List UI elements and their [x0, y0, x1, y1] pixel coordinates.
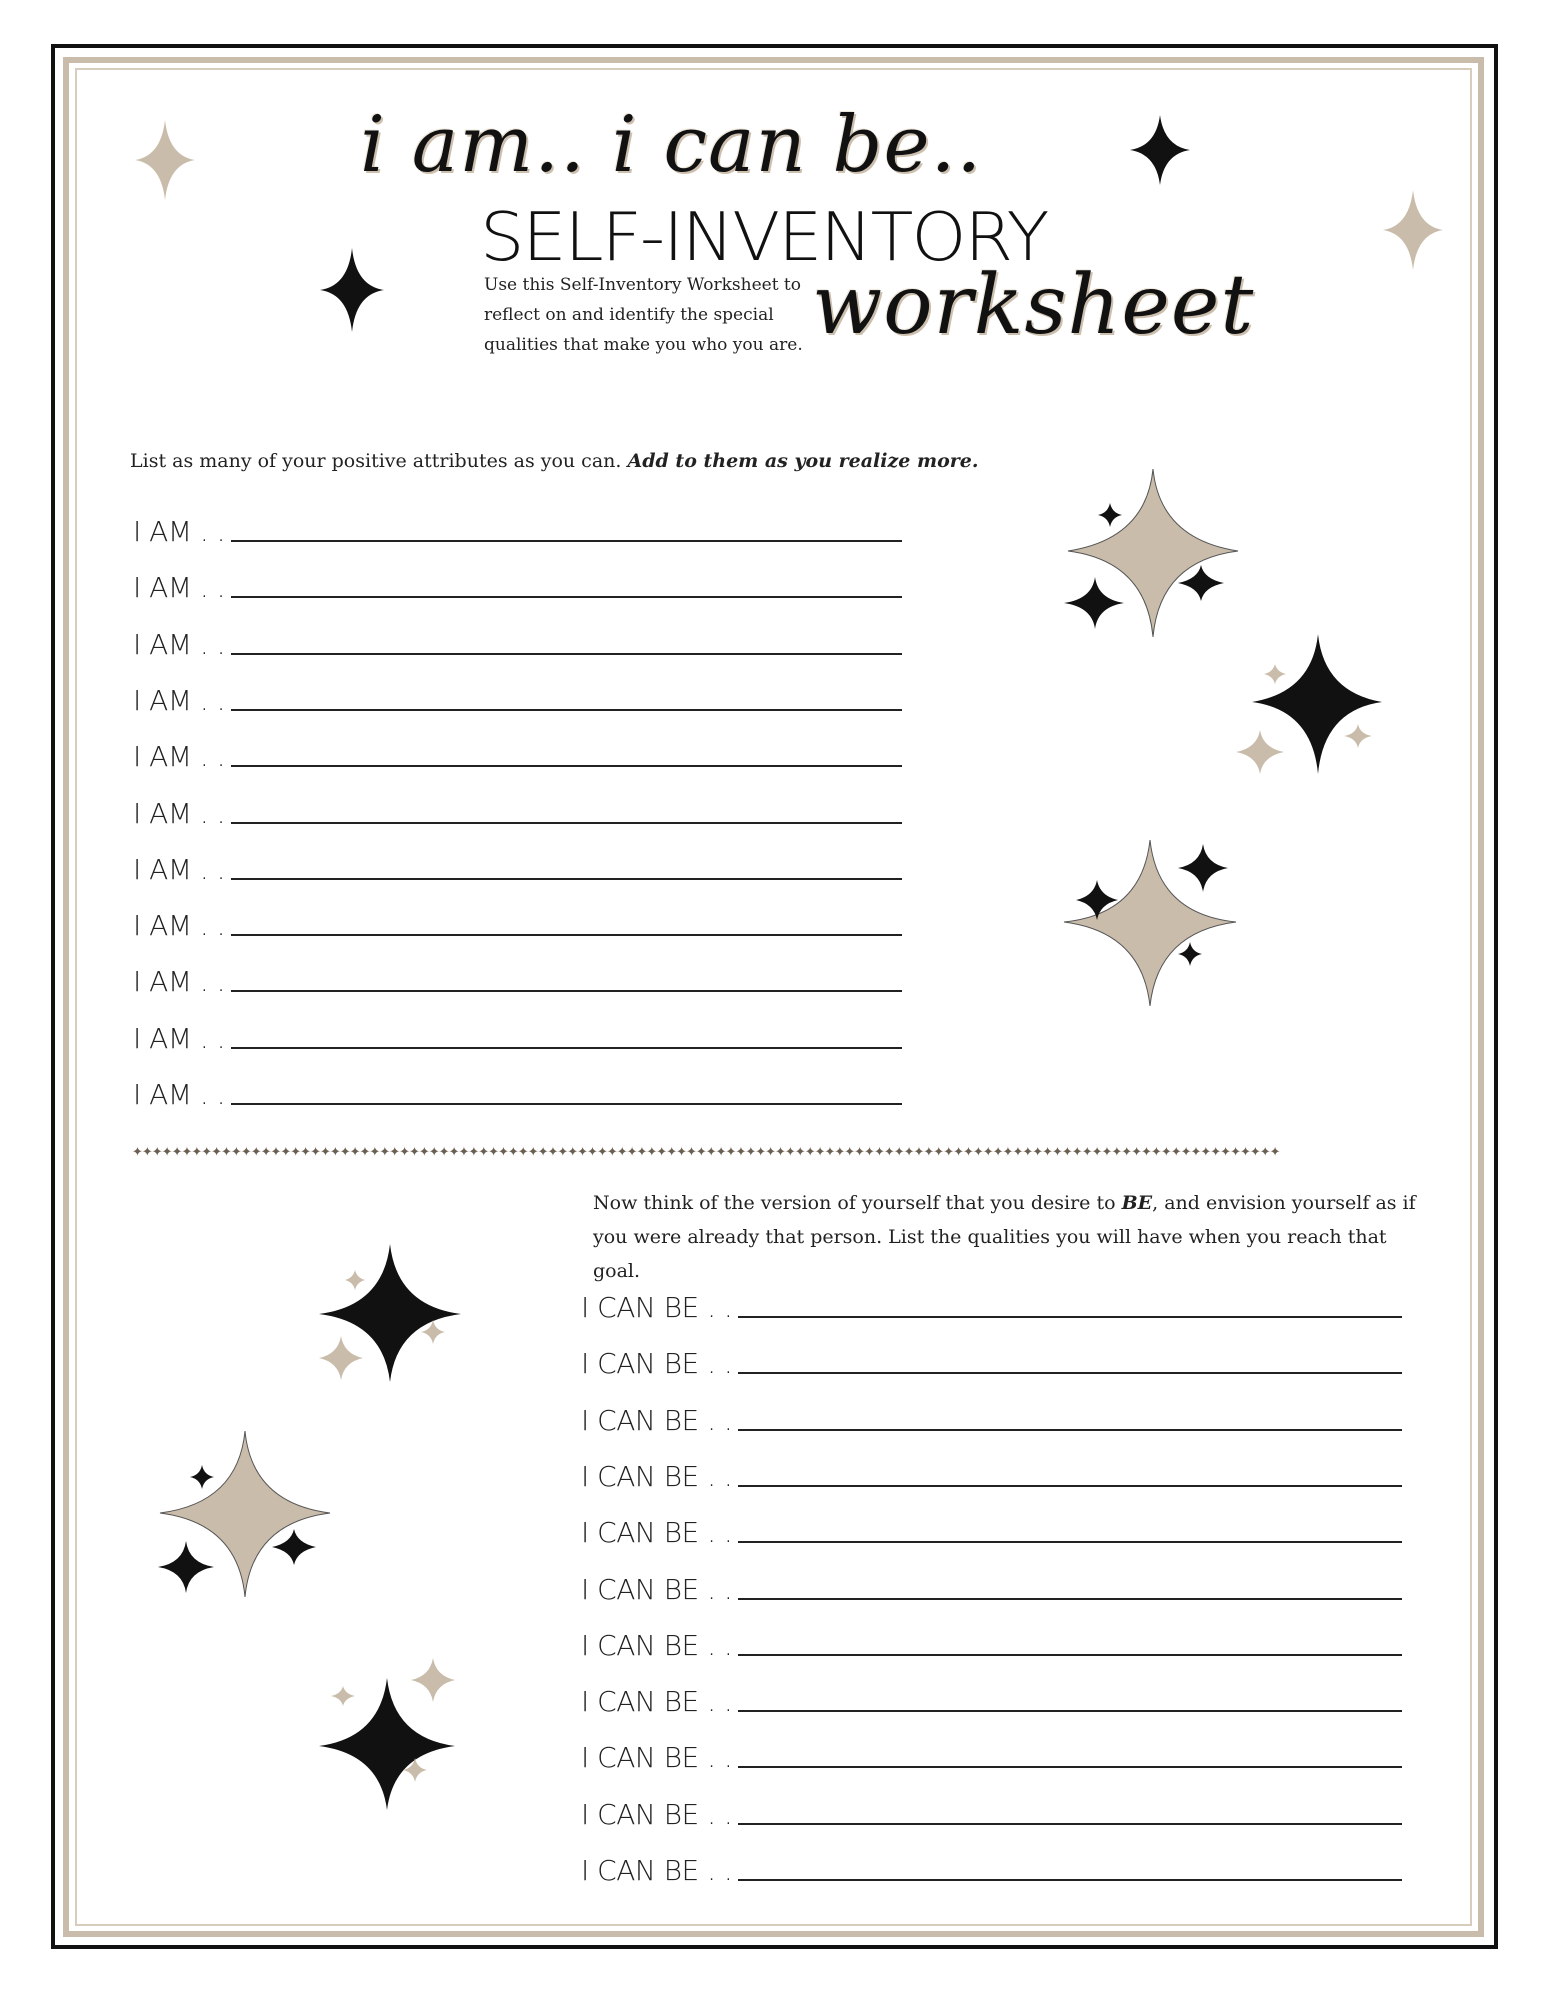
i-am-row — [133, 846, 902, 886]
i-am-write-line[interactable] — [231, 821, 902, 824]
i-can-be-label: I CAN BE . . — [581, 1741, 733, 1775]
am-instruction-text: List as many of your positive attributes as you can. — [130, 450, 622, 472]
i-am-label: I AM . . — [133, 852, 226, 886]
i-can-be-row — [581, 1622, 1402, 1662]
i-am-row — [133, 508, 902, 548]
i-am-write-line[interactable] — [231, 989, 902, 992]
i-can-be-write-line[interactable] — [738, 1540, 1402, 1543]
i-am-write-line[interactable] — [231, 652, 902, 655]
i-can-be-row — [581, 1734, 1402, 1774]
i-am-row — [133, 1015, 902, 1055]
i-am-write-line[interactable] — [231, 539, 902, 542]
page-title: SELF-INVENTORY — [480, 198, 1048, 276]
i-can-be-write-line[interactable] — [738, 1653, 1402, 1656]
i-can-be-label: I CAN BE . . — [581, 1291, 733, 1324]
i-can-be-write-line[interactable] — [738, 1765, 1402, 1768]
title-script-top: i am.. i can be.. — [360, 100, 983, 190]
i-can-be-write-line[interactable] — [738, 1484, 1402, 1487]
i-am-write-line[interactable] — [231, 1102, 902, 1105]
i-can-be-row — [581, 1847, 1402, 1887]
i-can-be-row — [581, 1678, 1402, 1718]
i-am-label: I AM . . — [133, 683, 226, 717]
i-am-label: I AM . . — [133, 571, 226, 605]
i-am-label: I AM . . — [133, 796, 226, 830]
sparkle-cluster-icon — [1230, 630, 1400, 785]
sparkle-cluster-icon — [315, 1650, 475, 1810]
be-instruction-emphasis: BE — [1121, 1192, 1153, 1214]
i-am-write-line[interactable] — [231, 595, 902, 598]
be-instruction-text-b: , and envision yourself as if you were already that person. List the qualities you will have when you reach that goal. — [593, 1192, 1416, 1282]
i-am-row — [133, 733, 902, 773]
i-can-be-write-line[interactable] — [738, 1371, 1402, 1374]
sparkle-cluster-icon — [315, 1240, 475, 1390]
i-am-write-line[interactable] — [231, 708, 902, 711]
i-am-write-line[interactable] — [231, 764, 902, 767]
i-can-be-label: I CAN BE . . — [581, 1854, 733, 1887]
i-am-write-line[interactable] — [231, 1046, 902, 1049]
i-can-be-label: I CAN BE . . — [581, 1459, 733, 1493]
i-can-be-row — [581, 1397, 1402, 1437]
i-am-row — [133, 677, 902, 717]
i-am-row — [133, 564, 902, 604]
i-can-be-row — [581, 1509, 1402, 1549]
i-am-label: I AM . . — [133, 627, 226, 661]
sparkle-icon — [320, 248, 384, 332]
sparkle-cluster-icon — [150, 1425, 340, 1605]
i-can-be-label: I CAN BE . . — [581, 1516, 733, 1550]
i-can-be-label: I CAN BE . . — [581, 1403, 733, 1437]
intro-text: Use this Self-Inventory Worksheet to reflect on and identify the special qualities that make you who you are. — [484, 275, 803, 355]
i-am-label: I AM . . — [133, 965, 226, 999]
sparkle-icon — [1383, 190, 1443, 270]
i-can-be-row — [581, 1340, 1402, 1380]
i-can-be-write-line[interactable] — [738, 1597, 1402, 1600]
i-can-be-write-line[interactable] — [738, 1315, 1402, 1318]
be-instruction-text-a: Now think of the version of yourself that you desire to — [593, 1192, 1116, 1214]
i-can-be-row — [581, 1566, 1402, 1606]
i-am-row — [133, 621, 902, 661]
title-script-bottom: worksheet — [812, 258, 1255, 353]
i-can-be-write-line[interactable] — [738, 1428, 1402, 1431]
be-instruction — [593, 1186, 1423, 1288]
i-am-label: I AM . . — [133, 1078, 226, 1111]
sparkle-cluster-icon — [1060, 830, 1250, 1010]
i-can-be-write-line[interactable] — [738, 1822, 1402, 1825]
i-am-label: I AM . . — [133, 515, 226, 548]
i-am-row — [133, 790, 902, 830]
sparkle-cluster-icon — [1060, 465, 1250, 645]
i-can-be-label: I CAN BE . . — [581, 1685, 733, 1719]
i-can-be-row — [581, 1791, 1402, 1831]
i-am-write-line[interactable] — [231, 877, 902, 880]
i-am-label: I AM . . — [133, 1021, 226, 1055]
i-can-be-write-line[interactable] — [738, 1709, 1402, 1712]
i-can-be-label: I CAN BE . . — [581, 1347, 733, 1381]
i-can-be-label: I CAN BE . . — [581, 1572, 733, 1606]
i-am-row — [133, 1071, 902, 1111]
i-can-be-label: I CAN BE . . — [581, 1797, 733, 1831]
am-instruction — [130, 450, 978, 472]
sparkle-icon — [1130, 115, 1190, 185]
i-am-row — [133, 902, 902, 942]
i-am-label: I AM . . — [133, 909, 226, 943]
i-am-label: I AM . . — [133, 740, 226, 774]
decorative-divider: ✦✦✦✦✦✦✦✦✦✦✦✦✦✦✦✦✦✦✦✦✦✦✦✦✦✦✦✦✦✦✦✦✦✦✦✦✦✦✦✦✦✦✦✦✦✦✦✦✦✦✦✦✦✦✦✦✦✦✦✦✦✦✦✦✦✦✦✦✦✦✦✦✦✦✦✦✦✦✦✦✦✦✦✦✦✦✦✦✦✦✦✦✦✦✦✦✦✦✦✦✦✦✦✦✦✦✦✦✦✦✦✦✦✦✦✦ — [132, 1145, 1280, 1160]
i-can-be-label: I CAN BE . . — [581, 1628, 733, 1662]
i-can-be-write-line[interactable] — [738, 1878, 1402, 1881]
i-can-be-row — [581, 1284, 1402, 1324]
i-am-write-line[interactable] — [231, 933, 902, 936]
i-am-row — [133, 958, 902, 998]
sparkle-icon — [135, 120, 195, 200]
i-can-be-row — [581, 1453, 1402, 1493]
am-instruction-emphasis: Add to them as you realize more. — [627, 450, 979, 472]
